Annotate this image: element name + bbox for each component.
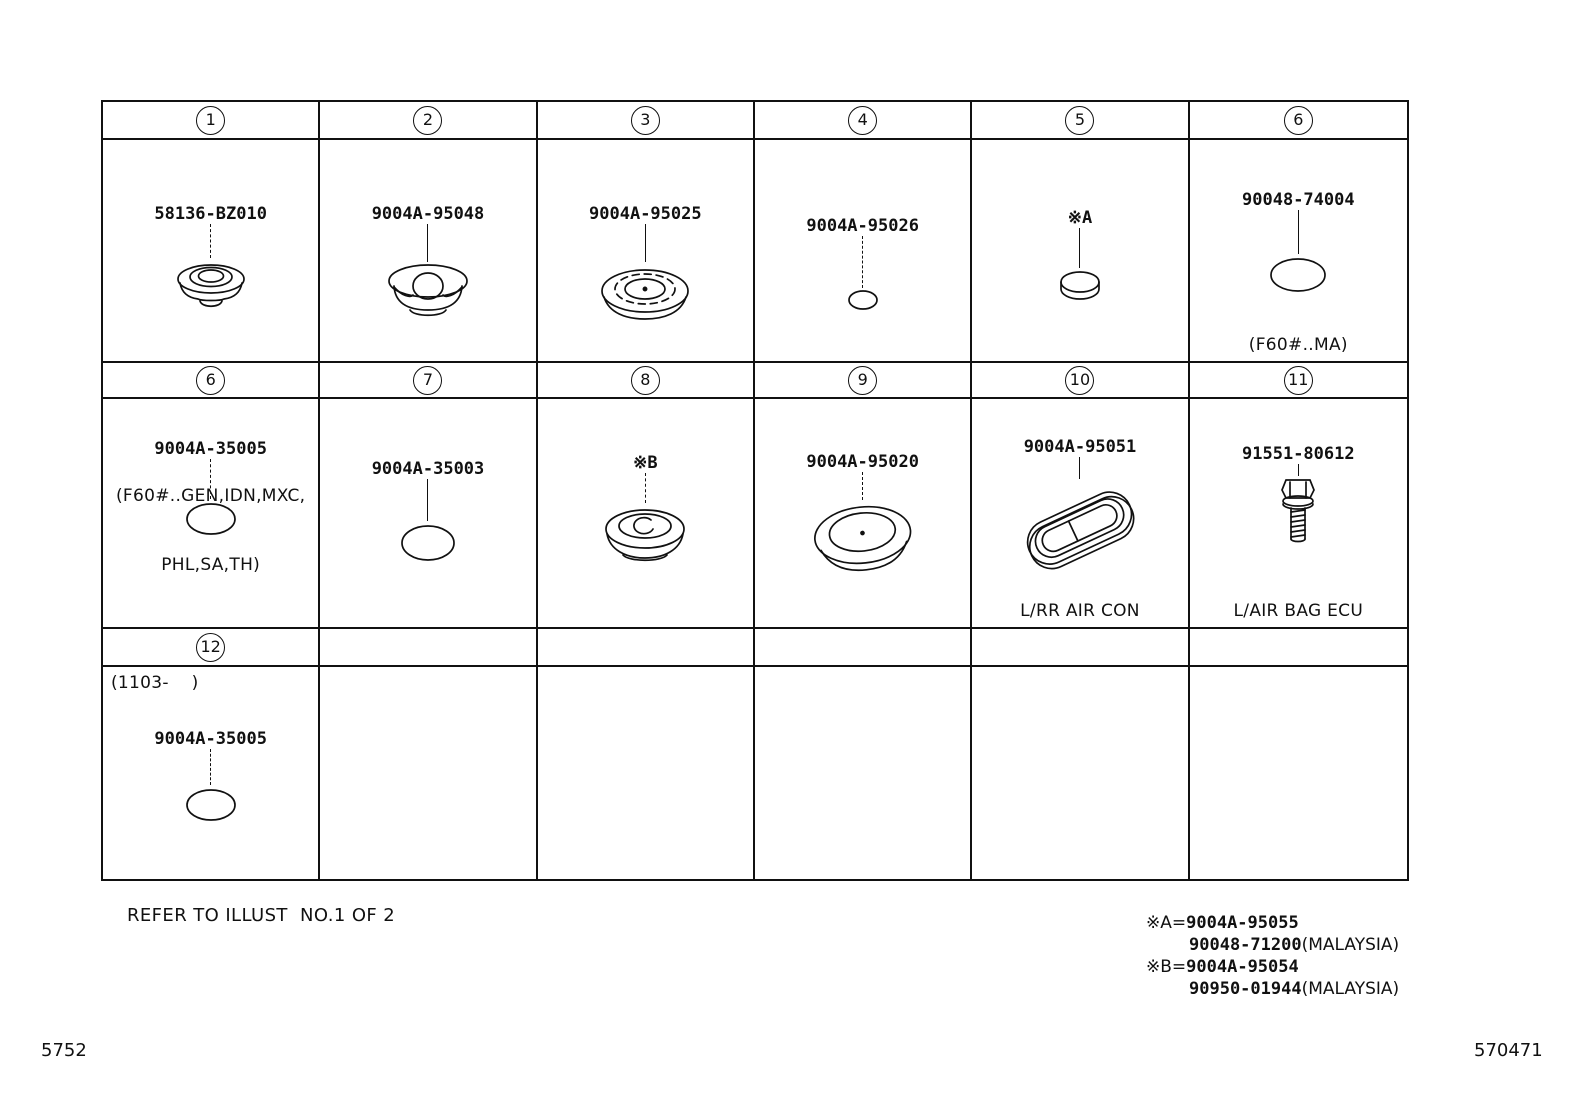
- column-header-empty: [320, 629, 537, 667]
- part-cell-9004A-95026: [755, 140, 972, 363]
- leader-line: [645, 224, 646, 262]
- part-cell-9004A-35005-late: [103, 667, 320, 879]
- ellipse-plug-icon: [181, 785, 241, 825]
- table-cell-empty: [972, 667, 1189, 879]
- table-cell-empty: [1190, 667, 1407, 879]
- part-number-label: 9004A-95048: [371, 204, 485, 224]
- ring-plug-icon: [599, 503, 691, 567]
- column-header-empty: [755, 629, 972, 667]
- item-number-badge: 5: [1065, 106, 1094, 135]
- part-cell-ref-a: [972, 140, 1189, 363]
- application-note: (F60#..GEN,IDN,MXC, PHL,SA,TH): [115, 486, 306, 575]
- body-row-2: [103, 399, 1407, 629]
- part-number-label: 9004A-95051: [1023, 437, 1137, 457]
- column-header-empty: [1190, 629, 1407, 667]
- footnote-line: 90048-71200(MALAYSIA): [1189, 935, 1400, 955]
- table-cell-empty: [755, 667, 972, 879]
- footnote-line: 90950-01944(MALAYSIA): [1189, 979, 1400, 999]
- item-number-badge: 8: [631, 366, 660, 395]
- column-header: [103, 629, 320, 667]
- leader-line: [1298, 210, 1299, 254]
- body-row-1: [103, 140, 1407, 363]
- part-number-label: 58136-BZ010: [154, 204, 267, 224]
- part-number-label: 9004A-95026: [806, 216, 919, 236]
- item-number-badge: 1: [196, 106, 225, 135]
- part-caption: L/RR AIR CON: [1020, 601, 1140, 621]
- part-number-label: 91551-80612: [1242, 444, 1355, 464]
- column-header: [972, 363, 1189, 399]
- part-cell-90048-74004: [1190, 140, 1407, 363]
- column-header: [755, 102, 972, 140]
- part-number-label: 9004A-35005: [154, 439, 267, 459]
- column-header: [320, 363, 537, 399]
- table-cell-empty: [320, 667, 537, 879]
- column-header: [1190, 363, 1407, 399]
- part-cell-ref-b: [538, 399, 755, 629]
- item-number-badge: 7: [413, 366, 442, 395]
- part-number-label: ※A: [1067, 208, 1093, 228]
- ellipse-plug-icon: [1266, 254, 1330, 296]
- leader-line: [1079, 457, 1080, 479]
- cup-plug-icon: [382, 262, 474, 322]
- leader-line: [210, 224, 211, 258]
- part-cell-9004A-95025: [538, 140, 755, 363]
- part-number-label: 9004A-35003: [371, 459, 485, 479]
- application-note: (F60#..MA): [1248, 335, 1348, 355]
- column-header: [103, 102, 320, 140]
- part-cell-9004A-95048: [320, 140, 537, 363]
- leader-line: [427, 224, 428, 262]
- part-cell-9004A-95051: [972, 399, 1189, 629]
- part-number-label: ※B: [633, 453, 658, 473]
- leader-line: [1298, 464, 1299, 476]
- footnote-line: ※A=9004A-95055: [1146, 913, 1299, 933]
- item-number-badge: 2: [413, 106, 442, 135]
- part-cell-9004A-35005: [103, 399, 320, 629]
- page-number-left: 5752: [41, 1040, 87, 1061]
- body-row-3: [103, 667, 1407, 879]
- table-cell-empty: [538, 667, 755, 879]
- column-header: [538, 363, 755, 399]
- column-header: [972, 102, 1189, 140]
- small-ellipse-plug-icon: [843, 288, 883, 314]
- item-number-badge: 10: [1065, 366, 1094, 395]
- date-range-note: (1103- ): [111, 673, 199, 693]
- disc-plug-icon: [1053, 268, 1107, 306]
- item-number-badge: 4: [848, 106, 877, 135]
- header-row-3: [103, 629, 1407, 667]
- leader-line: [645, 473, 646, 503]
- part-cell-9004A-35003: [320, 399, 537, 629]
- item-number-badge: 12: [196, 633, 225, 662]
- part-cell-91551-80612: [1190, 399, 1407, 629]
- column-header: [320, 102, 537, 140]
- part-cell-9004A-95020: [755, 399, 972, 629]
- refer-note: REFER TO ILLUST NO.1 OF 2: [127, 905, 396, 926]
- gear-disc-plug-icon: [597, 262, 693, 326]
- oblong-grommet-icon: [1005, 479, 1155, 579]
- item-number-badge: 6: [196, 366, 225, 395]
- part-number-label: 9004A-95025: [589, 204, 702, 224]
- part-cell-58136-BZ010: [103, 140, 320, 363]
- leader-line: [427, 479, 428, 521]
- column-header-empty: [538, 629, 755, 667]
- leader-line: [1079, 228, 1080, 268]
- item-number-badge: 9: [848, 366, 877, 395]
- footnotes-block: [1146, 912, 1399, 1000]
- item-number-badge: 6: [1284, 106, 1313, 135]
- header-row-2: [103, 363, 1407, 399]
- part-number-label: 9004A-35005: [154, 729, 267, 749]
- part-caption: L/AIR BAG ECU: [1233, 601, 1364, 621]
- oval-plug-icon: [807, 500, 919, 576]
- part-number-label: 9004A-95020: [806, 452, 919, 472]
- column-header: [1190, 102, 1407, 140]
- header-row-1: [103, 102, 1407, 140]
- parts-table: [101, 100, 1409, 881]
- footnote-line: ※B=9004A-95054: [1146, 957, 1299, 977]
- column-header-empty: [972, 629, 1189, 667]
- column-header: [538, 102, 755, 140]
- grommet-plug-icon: [170, 258, 252, 312]
- item-number-badge: 11: [1284, 366, 1313, 395]
- bolt-icon: [1275, 476, 1321, 550]
- column-header: [755, 363, 972, 399]
- ellipse-plug-icon: [396, 521, 460, 565]
- leader-line: [862, 472, 863, 500]
- column-header: [103, 363, 320, 399]
- leader-line: [210, 749, 211, 785]
- item-number-badge: 3: [631, 106, 660, 135]
- figure-number-right: 570471: [1474, 1040, 1543, 1061]
- part-number-label: 90048-74004: [1242, 190, 1355, 210]
- leader-line: [862, 236, 863, 288]
